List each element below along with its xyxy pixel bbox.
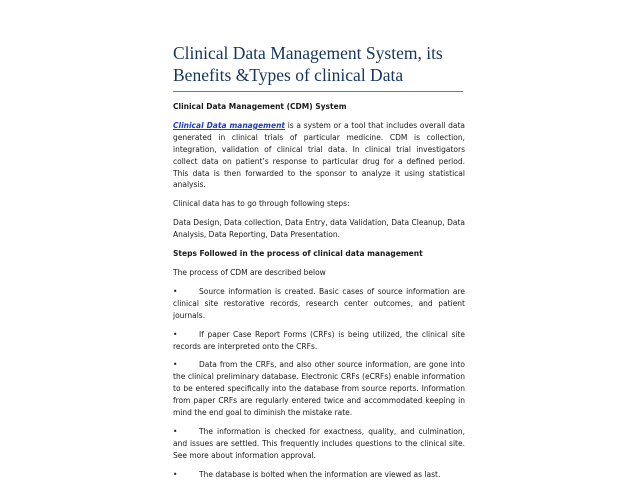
bullet-text-2: If paper Case Report Forms (CRFs) is being utilized, the clinical site records are interpreted onto the CRFs. — [173, 329, 465, 351]
list-item — [173, 329, 465, 353]
title-line-1: Clinical Data Management System, its — [173, 43, 443, 63]
bullet-icon: • — [173, 286, 178, 296]
cdm-heading: Clinical Data Management (CDM) System — [173, 102, 347, 111]
document-page — [173, 42, 465, 488]
cdm-link[interactable]: Clinical Data management — [173, 120, 286, 130]
intro-text: is a system or a tool that includes overall data generated in clinical trials of particular medicine. CDM is collection, integration, validation of clinical trial data. In clinical trial investigators collect data on patient’s response to particular drug for a defined period. This data is then forwarded to the sponsor to analyze it using statistical analysis. — [173, 120, 465, 190]
steps-list: Data Design, Data collection, Data Entry, data Validation, Data Cleanup, Data Analysis, Data Reporting, Data Presentation. — [173, 218, 465, 240]
process-heading: Steps Followed in the process of clinical data management — [173, 249, 423, 259]
title-underline-rule — [173, 91, 463, 92]
bullet-icon: • — [173, 469, 178, 479]
bullet-text-5: The database is bolted when the information are viewed as last. — [199, 469, 441, 479]
document-title — [173, 42, 465, 86]
list-item — [173, 286, 465, 322]
bullet-text-1: Source information is created. Basic cases of source information are clinical site restorative records, research center outcomes, and patient journals. — [173, 286, 465, 320]
list-item — [173, 426, 465, 462]
bullet-icon: • — [173, 426, 178, 436]
document-body — [173, 101, 465, 481]
bullet-icon: • — [173, 329, 178, 339]
steps-intro: Clinical data has to go through following steps: — [173, 199, 350, 209]
title-line-2: Benefits &Types of clinical Data — [173, 65, 404, 85]
list-item — [173, 359, 465, 419]
bullet-icon: • — [173, 360, 178, 370]
process-intro: The process of CDM are described below — [173, 267, 326, 277]
bullet-text-3: Data from the CRFs, and also other source information, are gone into the clinical preliminary database. Electronic CRFs (eCRFs) enable information to be entered specifically into the database from source reports. Information from paper CRFs are regularly entered twice and accommodated keeping in mind the end goal to diminish the mistake rate. — [173, 360, 465, 418]
bullet-text-4: The information is checked for exactness, quality, and culmination, and issues are settled. This frequently includes questions to the clinical site. See more about information approval. — [173, 426, 465, 460]
intro-paragraph — [173, 120, 465, 191]
